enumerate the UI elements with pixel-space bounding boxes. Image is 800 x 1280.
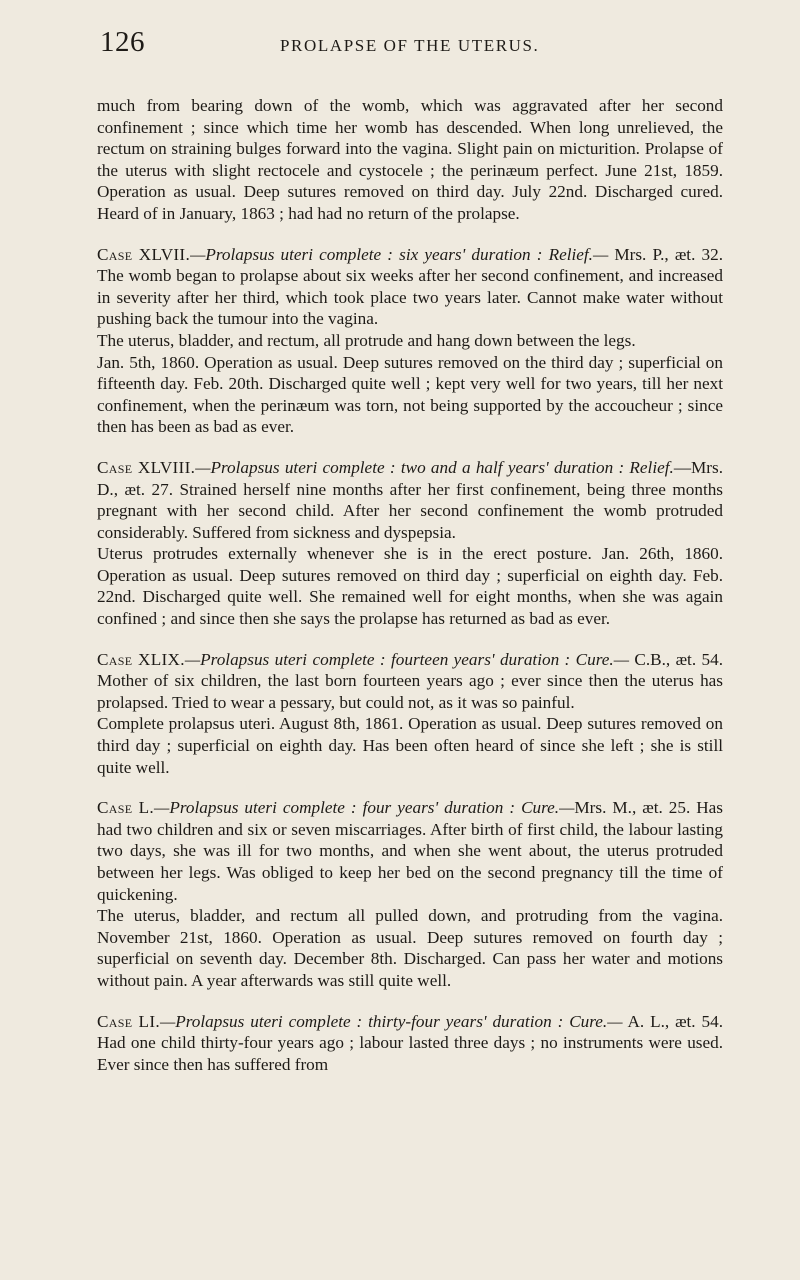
case-47-paragraph: [97, 352, 723, 438]
paragraph-text: much from bearing down of the womb, which was aggravated after her second confinement ; since which time her womb has descended. When long unrelieved, the rectum on straining bulges forward into the vagina. Slight pain on micturition. Prolapse of the uterus with slight rectocele and cystocele ; the perinæum perfect. June 21st, 1859. Operation as usual. Deep sutures removed on third day. July 22nd. Discharged cured. Heard of in January, 1863 ; had had no return of the prolapse.: [97, 96, 723, 223]
paragraph-text: The uterus, bladder, and rectum, all protrude and hang down between the legs.: [97, 330, 636, 350]
paragraph-text: Mrs. P., æt. 32. The womb began to prolapse about six weeks after her second confinement, and increased in severity after her third, which took place two years later. Cannot make water without pushing back the tumour into the vagina.: [97, 244, 723, 329]
paragraph-text: Uterus protrudes externally whenever she is in the erect posture. Jan. 26th, 1860. Operation as usual. Deep sutures removed on third day ; superficial on eighth day. Feb. 22nd. Discharged quite well. She remained well for eight months, when she was again confined ; and since then she says the prolapse has returned as bad as ever.: [97, 544, 723, 629]
case-48-heading-paragraph: [97, 457, 723, 543]
case-title: —Prolapsus uteri complete : four years' duration : Cure.—: [154, 798, 575, 818]
running-head: [100, 26, 720, 66]
paragraph-continuation: [97, 95, 723, 225]
case-48-paragraph: [97, 543, 723, 629]
case-51-heading-paragraph: [97, 1011, 723, 1076]
case-47-heading-paragraph: [97, 244, 723, 330]
paragraph-text: A. L., æt. 54. Had one child thirty-four years ago ; labour lasted three days ; no instruments were used. Ever since then has suffered from: [97, 1011, 723, 1074]
case-label: Case XLIX.: [97, 649, 185, 669]
case-50-paragraph: [97, 905, 723, 991]
case-title: —Prolapsus uteri complete : six years' duration : Relief.—: [190, 244, 609, 264]
case-title: —Prolapsus uteri complete : fourteen years' duration : Cure.—: [184, 649, 629, 669]
case-49-heading-paragraph: [97, 649, 723, 714]
case-47-paragraph: [97, 330, 723, 352]
paragraph-text: Jan. 5th, 1860. Operation as usual. Deep sutures removed on the third day ; superficial on fifteenth day. Feb. 20th. Discharged quite well ; kept very well for two years, till her next confinement, when the perinæum was torn, not being supported by the accoucheur ; since then has been as bad as ever.: [97, 352, 723, 437]
paragraph-text: Complete prolapsus uteri. August 8th, 1861. Operation as usual. Deep sutures removed on third day ; superficial on eighth day. Has been often heard of since she left ; she is still quite well.: [97, 714, 723, 777]
case-title: —Prolapsus uteri complete : two and a half years' duration : Relief.: [195, 457, 674, 477]
case-label: Case L.: [97, 798, 155, 818]
case-50-heading-paragraph: [97, 797, 723, 905]
body-text: [97, 95, 723, 1075]
paragraph-text: C.B., æt. 54. Mother of six children, the last born fourteen years ago ; ever since then the uterus has prolapsed. Tried to wear a pessary, but could not, as it was so painful.: [97, 649, 724, 712]
case-label: Case XLVIII.: [97, 457, 196, 477]
case-label: Case XLVII.: [97, 244, 191, 264]
case-label: Case LI.: [97, 1011, 160, 1031]
paragraph-text: Mrs. M., æt. 25. Has had two children and six or seven miscarriages. After birth of first child, the labour lasting two days, she was ill for two months, and when she went about, the uterus protruded between her legs. Was obliged to keep her bed on the second pregnancy till the time of quickening.: [97, 798, 723, 904]
case-title: —Prolapsus uteri complete : thirty-four years' duration : Cure.—: [159, 1011, 623, 1031]
paragraph-text: —Mrs. D., æt. 27. Strained herself nine months after her first confinement, being three months pregnant with her second child. After her second confinement the womb protruded considerably. Suffered from sickness and dyspepsia.: [97, 457, 723, 542]
running-title: PROLAPSE OF THE UTERUS.: [280, 36, 540, 55]
case-49-paragraph: [97, 713, 723, 778]
page-number: 126: [100, 26, 145, 58]
paragraph-text: The uterus, bladder, and rectum all pulled down, and protruding from the vagina. November 21st, 1860. Operation as usual. Deep sutures removed on fourth day ; superficial on seventh day. December 8th. Discharged. Can pass her water and motions without pain. A year afterwards was still quite well.: [97, 906, 723, 990]
